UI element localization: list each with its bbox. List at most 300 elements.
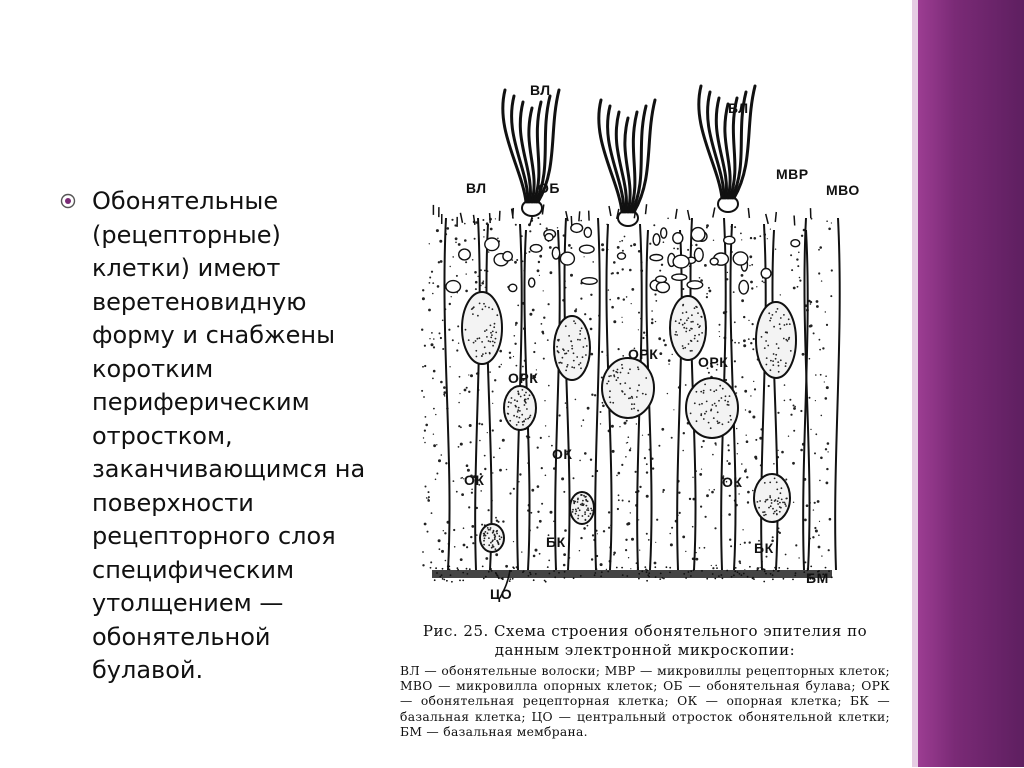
chromatin-dot (609, 390, 611, 392)
chromatin-dot (783, 314, 785, 316)
stipple-dot (734, 360, 736, 362)
membrane-dot (446, 580, 448, 582)
stipple-dot (668, 359, 671, 362)
stipple-dot (814, 527, 816, 529)
chromatin-dot (577, 507, 579, 509)
chromatin-dot (577, 339, 579, 341)
chromatin-dot (690, 413, 692, 415)
stipple-dot (584, 452, 587, 455)
stipple-dot (438, 459, 441, 462)
membrane-dot (512, 578, 514, 580)
stipple-dot (715, 565, 717, 567)
chromatin-dot (519, 417, 521, 419)
stipple-dot (463, 527, 465, 529)
stipple-dot (443, 394, 445, 396)
chromatin-dot (699, 404, 701, 406)
stipple-dot (470, 536, 472, 538)
stipple-dot (541, 323, 543, 325)
membrane-dot (509, 580, 511, 582)
chromatin-dot (684, 347, 686, 349)
stipple-dot (696, 558, 699, 561)
stipple-dot (436, 229, 439, 232)
microvillus (775, 212, 776, 222)
label-bk-right: БК (754, 540, 774, 556)
chromatin-dot (577, 501, 579, 503)
membrane-dot (600, 575, 602, 577)
stipple-dot (726, 460, 728, 462)
stipple-dot (639, 550, 640, 551)
chromatin-dot (773, 513, 775, 515)
stipple-dot (465, 261, 467, 263)
chromatin-dot (490, 337, 492, 339)
stipple-dot (431, 271, 433, 273)
membrane-dot (488, 571, 490, 573)
stipple-dot (483, 229, 485, 231)
chromatin-dot (700, 413, 702, 415)
stipple-dot (685, 384, 687, 386)
membrane-dot (554, 576, 556, 578)
stipple-dot (537, 217, 539, 219)
chromatin-dot (638, 368, 640, 370)
chromatin-dot (495, 338, 497, 340)
stipple-dot (469, 424, 472, 427)
caption-legend: ВЛ — обонятельные волоски; МВР — микровиллы рецепторных клеток; МВО — микровилла опорных клеток; ОБ — обонятельная булава; ОРК — обонятельная рецепторная клетка; ОК — опорная клетка; БК — базальная клетка; ЦО — центральный отросток обонятельной клетки; БМ — базальная мембрана. (400, 664, 890, 740)
stipple-dot (501, 364, 502, 365)
chromatin-dot (465, 329, 467, 331)
stipple-dot (557, 227, 558, 228)
chromatin-dot (608, 380, 610, 382)
stipple-dot (754, 388, 756, 390)
stipple-dot (816, 300, 819, 303)
membrane-dot (778, 567, 780, 569)
stipple-dot (464, 239, 467, 242)
membrane-dot (764, 571, 766, 573)
stipple-dot (435, 479, 437, 481)
stipple-dot (648, 434, 650, 436)
stipple-dot (493, 456, 495, 458)
stipple-dot (458, 343, 459, 344)
stipple-dot (427, 499, 430, 502)
stipple-dot (606, 569, 607, 570)
stipple-dot (513, 488, 515, 490)
stipple-dot (631, 288, 634, 291)
chromatin-dot (521, 414, 523, 416)
stipple-dot (574, 310, 577, 313)
chromatin-dot (576, 356, 578, 358)
stipple-dot (831, 269, 833, 271)
chromatin-dot (637, 410, 639, 412)
stipple-dot (494, 379, 496, 381)
stipple-dot (425, 424, 428, 427)
chromatin-dot (573, 360, 575, 362)
membrane-dot (621, 567, 623, 569)
stipple-dot (544, 400, 545, 401)
chromatin-dot (485, 531, 487, 533)
membrane-dot (462, 580, 464, 582)
chromatin-dot (477, 338, 479, 340)
chromatin-dot (778, 347, 780, 349)
chromatin-dot (565, 370, 567, 372)
stipple-dot (682, 288, 684, 290)
stipple-dot (809, 397, 811, 399)
stipple-dot (745, 409, 746, 410)
chromatin-dot (785, 362, 787, 364)
stipple-dot (465, 290, 468, 293)
stipple-dot (752, 323, 754, 325)
chromatin-dot (776, 343, 778, 345)
stipple-dot (748, 320, 749, 321)
chromatin-dot (686, 328, 688, 330)
stipple-dot (644, 457, 646, 459)
stipple-dot (651, 322, 654, 325)
chromatin-dot (585, 354, 587, 356)
stipple-dot (671, 527, 673, 529)
chromatin-dot (579, 509, 581, 511)
stipple-dot (791, 269, 793, 271)
stipple-dot (608, 289, 609, 290)
stipple-dot (450, 266, 451, 267)
stipple-dot (457, 325, 459, 327)
vesicle (485, 238, 499, 251)
chromatin-dot (785, 505, 787, 507)
stipple-dot (502, 520, 504, 522)
stipple-dot (612, 450, 615, 453)
stipple-dot (492, 472, 493, 473)
label-ok-left: ОК (464, 472, 484, 488)
membrane-dot (528, 575, 530, 577)
chromatin-dot (591, 510, 593, 512)
chromatin-dot (487, 532, 489, 534)
stipple-dot (793, 407, 796, 410)
stipple-dot (437, 285, 440, 288)
chromatin-dot (519, 410, 521, 412)
stipple-dot (679, 512, 681, 514)
membrane-dot (756, 569, 758, 571)
stipple-dot (537, 485, 540, 488)
stipple-dot (687, 249, 689, 251)
stipple-dot (502, 439, 505, 442)
chromatin-dot (696, 391, 698, 393)
label-bk-left: БК (546, 534, 566, 550)
stipple-dot (633, 243, 636, 246)
chromatin-dot (582, 500, 584, 502)
stipple-dot (425, 416, 427, 418)
stipple-dot (429, 282, 431, 284)
stipple-dot (498, 366, 500, 368)
stipple-dot (799, 280, 801, 282)
stipple-dot (453, 529, 455, 531)
stipple-dot (460, 443, 463, 446)
chromatin-dot (766, 357, 768, 359)
stipple-dot (825, 448, 827, 450)
stipple-dot (646, 495, 649, 498)
stipple-dot (444, 395, 445, 396)
chromatin-dot (468, 339, 470, 341)
stipple-dot (743, 316, 745, 318)
stipple-dot (826, 220, 828, 222)
stipple-dot (624, 236, 626, 238)
membrane-dot (491, 570, 493, 572)
membrane-dot (718, 575, 720, 577)
stipple-dot (730, 545, 732, 547)
stipple-dot (466, 546, 468, 548)
chromatin-dot (608, 375, 610, 377)
chromatin-dot (696, 306, 698, 308)
chromatin-dot (496, 533, 498, 535)
chromatin-dot (514, 399, 516, 401)
stipple-dot (580, 537, 582, 539)
stipple-dot (533, 351, 535, 353)
stipple-dot (669, 533, 671, 535)
membrane-dot (564, 577, 566, 579)
stipple-dot (513, 541, 514, 542)
stipple-dot (654, 562, 657, 565)
stipple-dot (421, 390, 423, 392)
stipple-dot (817, 500, 820, 503)
stipple-dot (613, 552, 616, 555)
stipple-dot (456, 349, 458, 351)
chromatin-dot (574, 323, 576, 325)
stipple-dot (661, 428, 664, 431)
stipple-dot (825, 375, 827, 377)
stipple-dot (738, 342, 740, 344)
stipple-dot (812, 536, 814, 538)
stipple-dot (825, 311, 826, 312)
vesicle (650, 255, 663, 261)
stipple-dot (655, 300, 657, 302)
stipple-dot (529, 313, 532, 316)
chromatin-dot (780, 317, 782, 319)
chromatin-dot (713, 417, 715, 419)
chromatin-dot (779, 511, 781, 513)
stipple-dot (652, 467, 654, 469)
stipple-dot (746, 440, 749, 443)
membrane-dot (726, 570, 728, 572)
chromatin-dot (614, 376, 616, 378)
label-ob: ОБ (538, 180, 560, 196)
membrane-dot (512, 566, 514, 568)
stipple-dot (706, 227, 708, 229)
stipple-dot (621, 240, 623, 242)
chromatin-dot (584, 511, 586, 513)
chromatin-dot (637, 390, 639, 392)
stipple-dot (466, 464, 469, 467)
chromatin-dot (606, 383, 608, 385)
stipple-dot (713, 240, 714, 241)
stipple-dot (623, 298, 625, 300)
chromatin-dot (725, 395, 727, 397)
stipple-dot (479, 440, 481, 442)
chromatin-dot (769, 495, 771, 497)
membrane-dot (764, 569, 766, 571)
stipple-dot (810, 303, 812, 305)
stipple-dot (622, 322, 623, 323)
stipple-dot (742, 529, 743, 530)
stipple-dot (443, 530, 444, 531)
stipple-dot (670, 543, 673, 546)
stipple-dot (563, 491, 565, 493)
chromatin-dot (556, 346, 558, 348)
membrane-dot (549, 573, 551, 575)
stipple-dot (814, 452, 816, 454)
stipple-dot (591, 558, 593, 560)
stipple-dot (548, 385, 550, 387)
membrane-dot (690, 575, 692, 577)
bullet-text: Обонятельные (рецепторные) клетки) имеют веретеновидную форму и снабжены коротким периферическим отростком, заканчивающимся на поверхности рецепторного слоя специфическим утолщением — обонятельной булавой. (92, 185, 382, 688)
stipple-dot (743, 344, 746, 347)
stipple-dot (591, 394, 593, 396)
stipple-dot (719, 336, 720, 337)
chromatin-dot (577, 518, 579, 520)
stipple-dot (534, 342, 536, 344)
stipple-dot (616, 475, 618, 477)
chromatin-dot (488, 529, 490, 531)
chromatin-dot (582, 515, 584, 517)
microvillus (713, 208, 715, 218)
chromatin-dot (522, 424, 524, 426)
stipple-dot (806, 504, 809, 507)
stipple-dot (630, 448, 631, 449)
chromatin-dot (472, 313, 474, 315)
stipple-dot (581, 425, 582, 426)
stipple-dot (458, 425, 460, 427)
membrane-dot (701, 570, 703, 572)
stipple-dot (579, 550, 580, 551)
stipple-dot (564, 529, 567, 532)
label-vl-left: ВЛ (466, 180, 487, 196)
membrane-dot (792, 579, 794, 581)
nucleus (754, 474, 790, 522)
chromatin-dot (694, 402, 696, 404)
stipple-dot (626, 420, 628, 422)
membrane-dot (647, 574, 649, 576)
stipple-dot (772, 536, 774, 538)
chromatin-dot (770, 317, 772, 319)
stipple-dot (741, 299, 744, 302)
chromatin-dot (511, 397, 513, 399)
stipple-dot (728, 462, 731, 465)
chromatin-dot (620, 372, 622, 374)
chromatin-dot (674, 334, 676, 336)
chromatin-dot (724, 400, 726, 402)
stipple-dot (497, 238, 499, 240)
chromatin-dot (517, 391, 519, 393)
membrane-dot (648, 576, 650, 578)
chromatin-dot (485, 352, 487, 354)
chromatin-dot (624, 393, 626, 395)
stipple-dot (559, 414, 561, 416)
chromatin-dot (590, 513, 592, 515)
stipple-dot (829, 518, 832, 521)
stipple-dot (739, 562, 741, 564)
chromatin-dot (776, 514, 778, 516)
chromatin-dot (698, 334, 700, 336)
vesicle (618, 253, 626, 259)
stipple-dot (471, 492, 473, 494)
chromatin-dot (568, 335, 570, 337)
chromatin-dot (579, 339, 581, 341)
membrane-dot (669, 572, 671, 574)
membrane-dot (770, 573, 772, 575)
membrane-dot (442, 568, 444, 570)
stipple-dot (613, 320, 616, 323)
chromatin-dot (786, 323, 788, 325)
chromatin-dot (518, 421, 520, 423)
chromatin-dot (761, 336, 763, 338)
chromatin-dot (575, 513, 577, 515)
chromatin-dot (496, 314, 498, 316)
chromatin-dot (507, 406, 509, 408)
chromatin-dot (703, 390, 705, 392)
stipple-dot (667, 393, 668, 394)
membrane-dot (626, 575, 628, 577)
membrane-dot (772, 574, 774, 576)
chromatin-dot (770, 360, 772, 362)
chromatin-dot (573, 367, 575, 369)
stipple-dot (452, 339, 454, 341)
chromatin-dot (717, 411, 719, 413)
membrane-dot (737, 571, 739, 573)
stipple-dot (456, 275, 458, 277)
stipple-dot (540, 437, 542, 439)
stipple-dot (454, 224, 456, 226)
stipple-dot (582, 419, 584, 421)
chromatin-dot (525, 402, 527, 404)
stipple-dot (759, 235, 761, 237)
stipple-dot (736, 428, 737, 429)
chromatin-dot (697, 324, 699, 326)
stipple-dot (822, 347, 824, 349)
stipple-dot (775, 249, 776, 250)
vesicle (545, 234, 553, 241)
chromatin-dot (577, 498, 579, 500)
chromatin-dot (582, 504, 584, 506)
microvillus (609, 206, 611, 216)
stipple-dot (651, 310, 653, 312)
stipple-dot (784, 400, 786, 402)
chromatin-dot (770, 505, 772, 507)
membrane-dot (803, 571, 805, 573)
vesicle (530, 245, 542, 253)
chromatin-dot (685, 331, 687, 333)
vesicle (656, 276, 667, 282)
membrane-dot (564, 571, 566, 573)
membrane-dot (654, 566, 656, 568)
chromatin-dot (571, 366, 573, 368)
chromatin-dot (571, 348, 573, 350)
stipple-dot (714, 527, 716, 529)
stipple-dot (752, 416, 755, 419)
membrane-dot (721, 574, 723, 576)
stipple-dot (683, 432, 685, 434)
stipple-dot (818, 272, 820, 274)
stipple-dot (792, 462, 795, 465)
chromatin-dot (571, 345, 573, 347)
chromatin-dot (777, 361, 779, 363)
chromatin-dot (686, 311, 688, 313)
stipple-dot (821, 415, 823, 417)
chromatin-dot (694, 335, 696, 337)
chromatin-dot (636, 396, 638, 398)
vesicle (724, 236, 735, 244)
stipple-dot (777, 412, 779, 414)
microvillus (490, 213, 491, 223)
stipple-dot (484, 468, 486, 470)
chromatin-dot (492, 341, 494, 343)
label-ork-left: ОРК (508, 370, 538, 386)
stipple-dot (773, 463, 775, 465)
chromatin-dot (778, 497, 780, 499)
